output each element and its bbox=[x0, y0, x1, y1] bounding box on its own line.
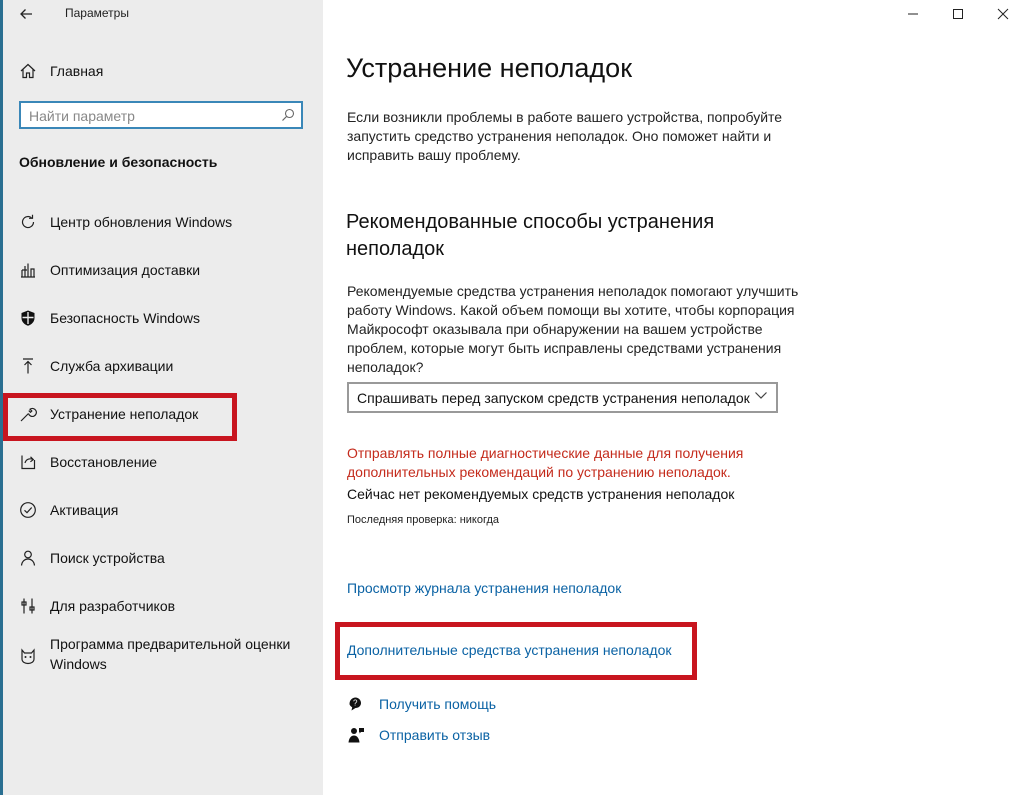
send-feedback-label: Отправить отзыв bbox=[379, 727, 491, 743]
sidebar-item-label: Для разработчиков bbox=[50, 598, 176, 614]
refresh-icon bbox=[18, 212, 38, 232]
sidebar-section-title: Обновление и безопасность bbox=[19, 154, 218, 170]
search-box[interactable] bbox=[19, 101, 303, 129]
maximize-icon bbox=[952, 8, 964, 20]
diagnostic-data-link[interactable]: Отправлять полные диагностические данные для получения дополнительных рекомендаций по устранению неполадок. bbox=[347, 445, 744, 480]
recommended-heading: Рекомендованные способы устранения неполадок bbox=[346, 211, 715, 260]
dropdown-value: Спрашивать перед запуском средств устранения неполадок bbox=[357, 389, 750, 406]
sidebar-item-label: Служба архивации bbox=[50, 358, 174, 374]
sidebar-item-windows-security[interactable] bbox=[18, 304, 313, 332]
last-check-text: Последняя проверка: никогда bbox=[347, 514, 500, 526]
get-help-link[interactable] bbox=[346, 693, 496, 715]
status-text: Сейчас нет рекомендуемых средств устранения неполадок bbox=[347, 486, 735, 502]
recommended-description: Рекомендуемые средства устранения неполадок помогают улучшить работу Windows. Какой объем помощи вы хотите, чтобы корпорация Майкрософт оказывала при обнаружении на вашем устройстве проблем, которые могут быть исправлены средствами устранения неполадок? bbox=[347, 283, 799, 375]
highlight-box-additional bbox=[335, 622, 697, 680]
close-icon bbox=[997, 8, 1009, 20]
sidebar-item-find-device[interactable] bbox=[18, 544, 313, 572]
chevron-down-icon bbox=[754, 388, 768, 407]
sidebar-item-developers[interactable] bbox=[18, 592, 313, 620]
search-input[interactable] bbox=[29, 106, 274, 126]
minimize-icon bbox=[907, 8, 919, 20]
insider-cat-icon bbox=[18, 646, 38, 666]
get-help-label: Получить помощь bbox=[379, 696, 497, 712]
recovery-icon bbox=[18, 452, 38, 472]
home-label: Главная bbox=[50, 63, 104, 79]
sidebar-item-activation[interactable] bbox=[18, 496, 313, 524]
sidebar-item-label: Центр обновления Windows bbox=[50, 214, 233, 230]
highlight-box-troubleshoot bbox=[3, 393, 237, 441]
close-button[interactable] bbox=[980, 0, 1026, 28]
sidebar-item-windows-update[interactable] bbox=[18, 208, 313, 236]
shield-icon bbox=[18, 308, 38, 328]
sidebar-item-label: Программа предварительной оценки Windows bbox=[50, 636, 291, 672]
svg-text:?: ? bbox=[352, 698, 358, 708]
sidebar-item-label: Оптимизация доставки bbox=[50, 262, 201, 278]
sidebar-item-insider[interactable] bbox=[18, 634, 313, 678]
troubleshoot-history-link[interactable]: Просмотр журнала устранения неполадок bbox=[347, 580, 622, 596]
chat-help-icon bbox=[346, 694, 366, 714]
sidebar-item-recovery[interactable] bbox=[18, 448, 313, 476]
additional-troubleshooters-link[interactable]: Дополнительные средства устранения неполадок bbox=[347, 642, 672, 658]
home-icon bbox=[18, 62, 38, 80]
delivery-icon bbox=[18, 260, 38, 280]
person-pin-icon bbox=[18, 548, 38, 568]
sidebar-item-backup[interactable] bbox=[18, 352, 313, 380]
page-title: Устранение неполадок bbox=[346, 53, 633, 83]
back-arrow-icon bbox=[18, 6, 34, 22]
app-title: Параметры bbox=[65, 6, 129, 20]
search-icon[interactable] bbox=[281, 108, 295, 127]
send-feedback-link[interactable] bbox=[346, 724, 490, 746]
backup-arrow-icon bbox=[18, 356, 38, 376]
sidebar-item-label: Безопасность Windows bbox=[50, 310, 200, 326]
back-button[interactable] bbox=[14, 2, 38, 26]
sidebar-item-label: Поиск устройства bbox=[50, 550, 165, 566]
home-nav-item[interactable] bbox=[18, 58, 308, 84]
feedback-icon bbox=[346, 725, 366, 745]
troubleshoot-preference-dropdown[interactable] bbox=[347, 382, 778, 413]
sidebar-item-delivery-optimization[interactable] bbox=[18, 256, 313, 284]
sidebar-item-label: Устранение неполадок bbox=[50, 406, 199, 422]
sidebar-item-label: Активация bbox=[50, 502, 119, 518]
maximize-button[interactable] bbox=[935, 0, 981, 28]
developer-icon bbox=[18, 596, 38, 616]
sidebar-item-label: Восстановление bbox=[50, 454, 158, 470]
check-circle-icon bbox=[18, 500, 38, 520]
minimize-button[interactable] bbox=[890, 0, 936, 28]
intro-text: Если возникли проблемы в работе вашего устройства, попробуйте запустить средство устранения неполадок. Оно поможет найти и исправить вашу проблему. bbox=[347, 109, 783, 163]
